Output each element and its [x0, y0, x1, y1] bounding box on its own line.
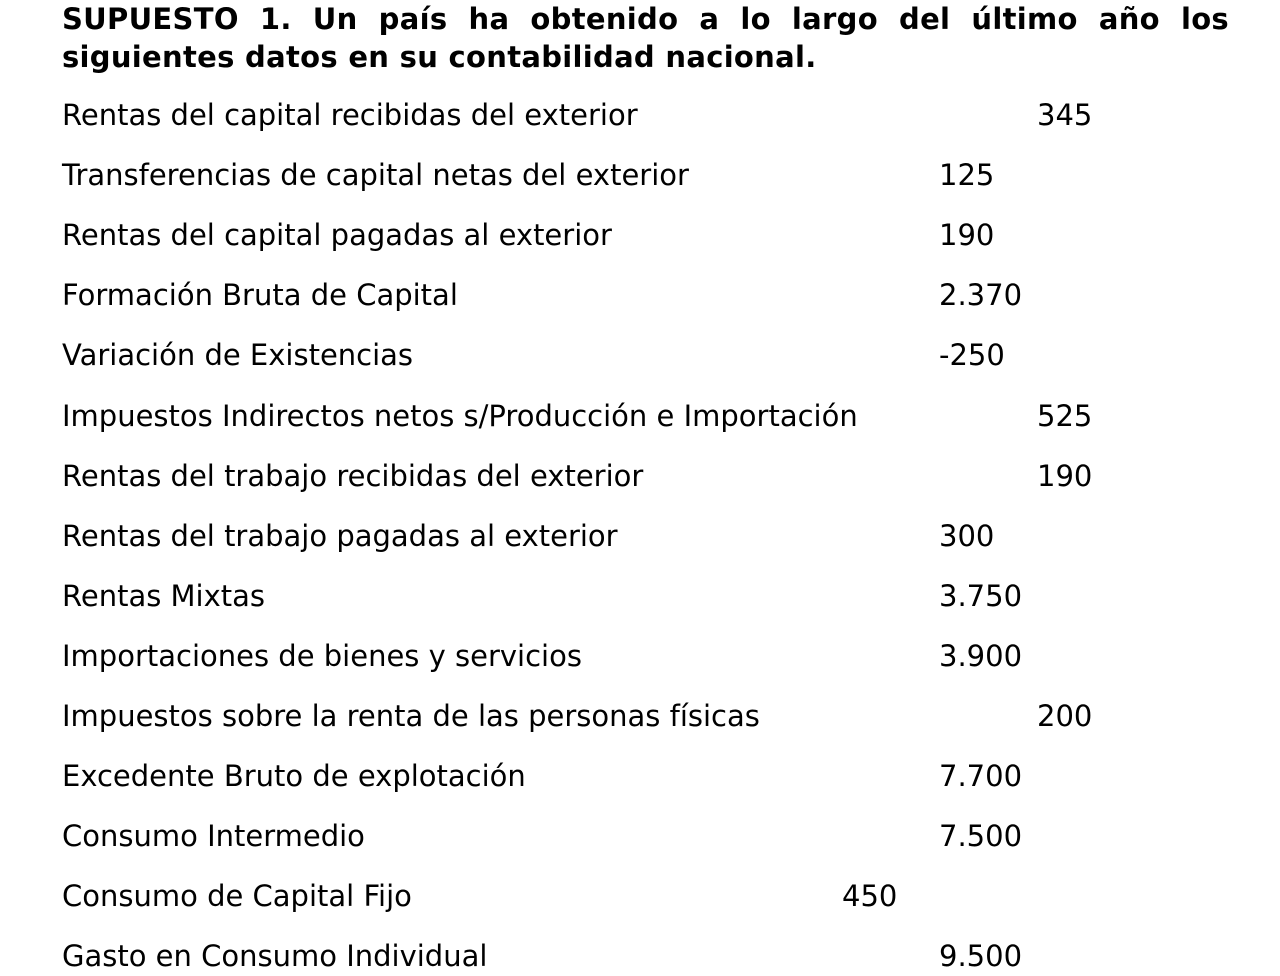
item-value: 2.370 [939, 278, 1023, 313]
item-value: 450 [842, 879, 898, 914]
item-value: 3.750 [939, 578, 1023, 613]
list-item [0, 275, 1280, 315]
item-label: Variación de Existencias [62, 338, 414, 373]
item-value: 3.900 [939, 638, 1023, 673]
list-item [0, 396, 1280, 436]
item-value: 525 [1037, 398, 1093, 433]
item-label: Impuestos Indirectos netos s/Producción e Importación [62, 398, 858, 433]
item-label: Consumo Intermedio [62, 819, 365, 854]
list-item [0, 576, 1280, 616]
item-value: 190 [1037, 458, 1093, 493]
item-value: 300 [939, 518, 995, 553]
item-label: Rentas del trabajo recibidas del exterior [62, 458, 644, 493]
item-label: Rentas del capital pagadas al exterior [62, 218, 612, 253]
item-value: -250 [939, 338, 1005, 373]
item-value: 7.500 [939, 819, 1023, 854]
item-value: 9.500 [939, 939, 1023, 974]
item-label: Rentas del trabajo pagadas al exterior [62, 518, 618, 553]
list-item [0, 756, 1280, 796]
item-value: 190 [939, 218, 995, 253]
item-label: Rentas Mixtas [62, 578, 266, 613]
exercise-heading: SUPUESTO 1. Un país ha obtenido a lo largo del último año los siguientes datos en su contabilidad nacional. [62, 2, 1229, 74]
list-item [0, 516, 1280, 556]
item-label: Excedente Bruto de explotación [62, 759, 526, 794]
item-label: Rentas del capital recibidas del exterior [62, 98, 638, 132]
item-value: 125 [939, 158, 995, 193]
list-item [0, 636, 1280, 676]
list-item [0, 696, 1280, 736]
list-item [0, 95, 1280, 135]
list-item [0, 215, 1280, 255]
item-label: Gasto en Consumo Individual [62, 939, 488, 974]
list-item [0, 936, 1280, 976]
item-value: 345 [1037, 98, 1093, 132]
item-label: Consumo de Capital Fijo [62, 879, 412, 914]
list-item [0, 456, 1280, 496]
list-item [0, 816, 1280, 856]
item-label: Importaciones de bienes y servicios [62, 638, 582, 673]
list-item [0, 876, 1280, 916]
list-item [0, 335, 1280, 375]
item-value: 200 [1037, 699, 1093, 733]
list-item [0, 155, 1280, 195]
item-label: Formación Bruta de Capital [62, 278, 458, 313]
item-label: Impuestos sobre la renta de las personas físicas [62, 699, 760, 733]
item-value: 7.700 [939, 759, 1023, 794]
item-label: Transferencias de capital netas del exterior [62, 158, 689, 193]
